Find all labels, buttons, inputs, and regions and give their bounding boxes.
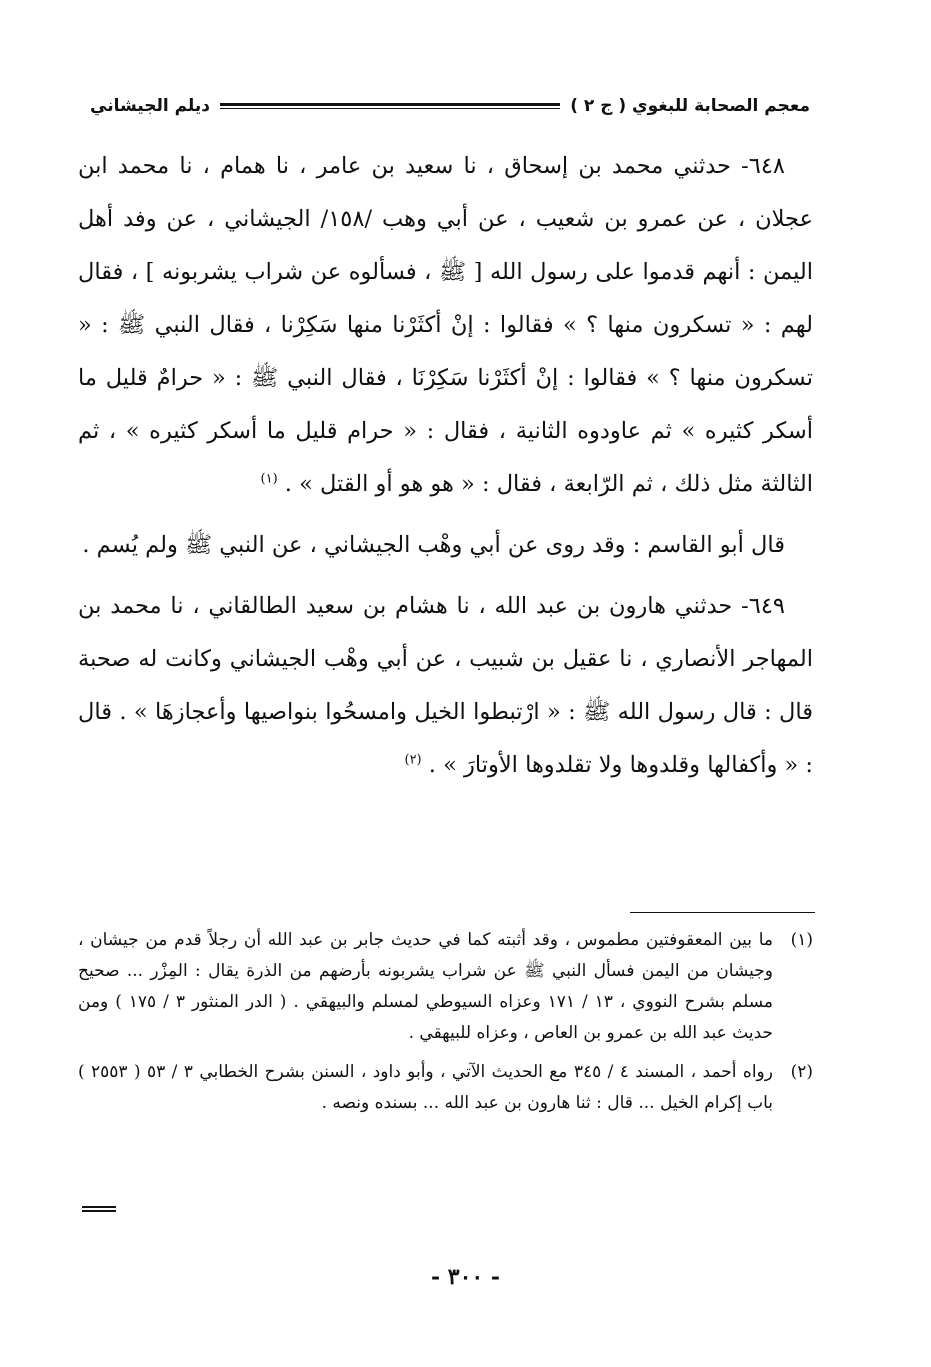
footnote-1 bbox=[78, 925, 813, 1049]
continuation-mark bbox=[82, 1206, 116, 1212]
note-abu-qasim: قال أبو القاسم : وقد روى عن أبي وهْب الجيشاني ، عن النبي ﷺ ولم يُسم . bbox=[82, 532, 785, 558]
header-rule bbox=[220, 103, 560, 109]
footnote-separator bbox=[630, 912, 815, 913]
footnote-number: (١) bbox=[790, 930, 813, 950]
book-title: معجم الصحابة للبغوي ( ج ٢ ) bbox=[570, 96, 810, 116]
footnote-text: ما بين المعقوفتين مطموس ، وقد أثبته كما في حديث جابر بن عبد الله أن رجلاً قدم من جيشان ، وجيشان من اليمن فسأل النبي ﷺ عن شراب يشربونه بأرضهم من الذرة يقال : المِزْر ... صحيح مسلم بشرح النووي ، ١٣ / ١٧١ وعزاه السيوطي لمسلم والبيهقي . ( الدر المنثور ٣ / ١٧٥ ) ومن حديث عبد الله بن عمرو بن العاص ، وعزاه للبيهقي . bbox=[78, 930, 773, 1043]
main-text bbox=[78, 140, 813, 792]
hadith-648 bbox=[78, 140, 813, 511]
hadith-648-text: ٦٤٨- حدثني محمد بن إسحاق ، نا سعيد بن عامر ، نا همام ، نا محمد ابن عجلان ، عن عمرو بن شعيب ، عن أبي وهب /١٥٨/ الجيشاني ، عن وفد أهل اليمن : أنهم قدموا على رسول الله [ ﷺ ، فسألوه عن شراب يشربونه ] ، فقال لهم : « تسكرون منها ؟ » فقالوا : إنْ أكثَرْنا منها سَكِرْنا ، فقال النبي ﷺ : « تسكرون منها ؟ » فقالوا : إنْ أكثَرْنا سَكِرْنَا ، فقال النبي ﷺ : « حرامٌ قليل ما أسكر كثيره » ثم عاودوه الثانية ، فقال : « حرام قليل ما أسكر كثيره » ، ثم الثالثة مثل ذلك ، ثم الرّابعة ، فقال : « هو هو أو القتل » . bbox=[78, 153, 814, 497]
footnote-number: (٢) bbox=[790, 1062, 813, 1082]
hadith-649 bbox=[78, 580, 813, 792]
page-number: - ٣٠٠ - bbox=[430, 1264, 501, 1290]
running-header bbox=[90, 92, 810, 120]
footnote-ref-1: (١) bbox=[260, 471, 278, 487]
footnote-2 bbox=[78, 1057, 813, 1119]
footnote-text: رواه أحمد ، المسند ٤ / ٣٤٥ مع الحديث الآتي ، وأبو داود ، السنن بشرح الخطابي ٣ / ٥٣ ( ٢٥٥٣ ) باب إكرام الخيل ... قال : ثنا هارون بن عبد الله ... بسنده ونصه . bbox=[78, 1062, 773, 1113]
section-title: ديلم الجيشاني bbox=[90, 96, 210, 116]
hadith-649-text: ٦٤٩- حدثني هارون بن عبد الله ، نا هشام بن سعيد الطالقاني ، نا محمد بن المهاجر الأنصاري ، نا عقيل بن شبيب ، عن أبي وهْب الجيشاني وكانت له صحبة قال : قال رسول الله ﷺ : « ارْتبطوا الخيل وامسحُوا بنواصيها وأعجازهَا » . قال : « وأكفالها وقلدوها ولا تقلدوها الأوتارَ » . bbox=[78, 593, 813, 778]
footnote-ref-2: (٢) bbox=[404, 752, 422, 768]
footnotes bbox=[78, 925, 813, 1127]
